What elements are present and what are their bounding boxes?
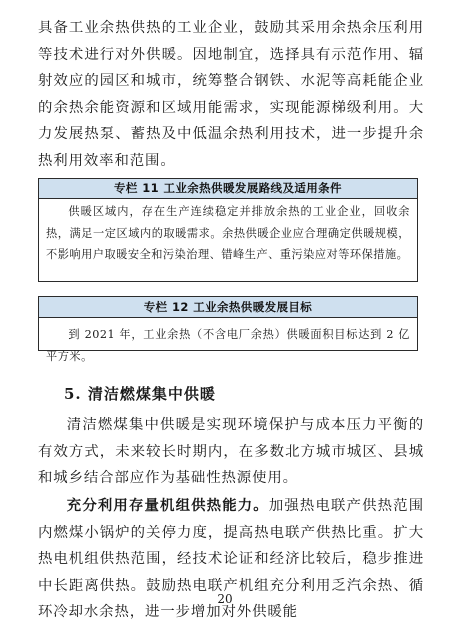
box-12-title: 专栏 12 工业余热供暖发展目标 [39,297,417,318]
section-heading: 5. 清洁燃煤集中供暖 [64,385,216,403]
bold-paragraph-rest: 加强热电联产供热范围内燃煤小锅炉的关停力度，提高热电联产供热比重。扩大热电机组供热范围，经技术论证和经济比较后，稳步推进中长距离供热。鼓励热电联产机组充分利用乏汽余热、循环冷却水余热，进一步增加对外供暖能 [38,498,424,620]
box-11 [38,178,418,282]
page-number: 20 [217,592,233,606]
section-paragraph: 清洁燃煤集中供暖是实现环境保护与成本压力平衡的有效方式，未来较长时期内，在多数北方城市城区、县城和城乡结合部应作为基础性热源使用。 [38,417,424,486]
box-11-title: 专栏 11 工业余热供暖发展路线及适用条件 [39,179,417,199]
box-11-body: 供暖区域内，存在生产连续稳定并排放余热的工业企业，回收余热，满足一定区域内的取暖需求。余热供暖企业应合理确定供暖规模，不影响用户取暖安全和污染治理、错峰生产、重污染应对等环保措施。 [46,205,410,261]
intro-paragraph: 具备工业余热供热的工业企业，鼓励其采用余热余压利用等技术进行对外供暖。因地制宜，选择具有示范作用、辐射效应的园区和城市，统筹整合钢铁、水泥等高耗能企业的余热余能资源和区域用能需求，实现能源梯级利用。大力发展热泵、蓄热及中低温余热利用技术，进一步提升余热利用效率和范围。 [38,20,424,169]
bold-lead-text: 充分利用存量机组供热能力。 [66,497,269,514]
box-12-body: 到 2021 年，工业余热（不含电厂余热）供暖面积目标达到 2 亿平方米。 [46,328,410,363]
box-12 [38,296,418,363]
